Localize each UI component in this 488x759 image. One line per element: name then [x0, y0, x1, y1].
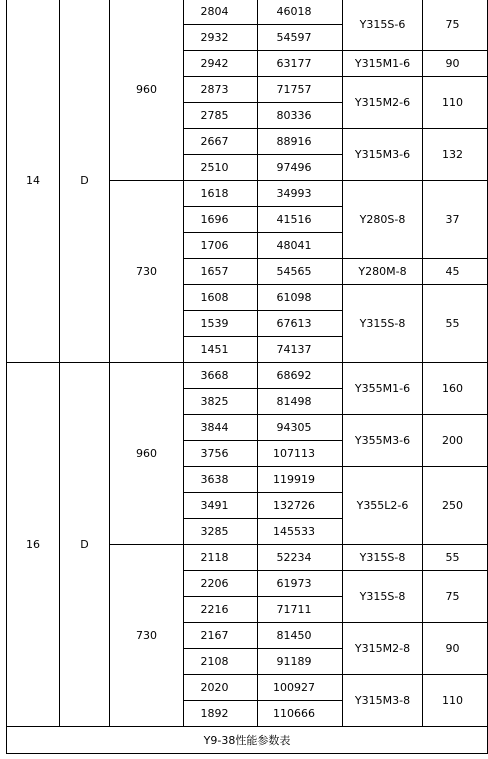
flow-cell: 100927: [258, 675, 343, 701]
flow-cell: 91189: [258, 649, 343, 675]
pressure-cell: 2510: [184, 155, 258, 181]
motor-model-cell: Y315M2-6: [343, 77, 423, 129]
pressure-cell: 2873: [184, 77, 258, 103]
pressure-cell: 2804: [184, 0, 258, 25]
performance-table: [6, 0, 488, 754]
pressure-cell: 3756: [184, 441, 258, 467]
motor-model-cell: Y315M3-6: [343, 129, 423, 181]
pressure-cell: 2108: [184, 649, 258, 675]
motor-power-cell: 45: [423, 259, 488, 285]
motor-power-cell: 90: [423, 51, 488, 77]
machine-number-cell: 14: [7, 0, 60, 363]
flow-cell: 54565: [258, 259, 343, 285]
table-caption: Y9-38性能参数表: [7, 727, 488, 754]
pressure-cell: 2932: [184, 25, 258, 51]
pressure-cell: 1539: [184, 311, 258, 337]
pressure-cell: 2667: [184, 129, 258, 155]
motor-model-cell: Y315S-8: [343, 545, 423, 571]
speed-cell: 730: [110, 181, 184, 363]
pressure-cell: 3668: [184, 363, 258, 389]
pressure-cell: 2942: [184, 51, 258, 77]
pressure-cell: 3844: [184, 415, 258, 441]
motor-power-cell: 37: [423, 181, 488, 259]
flow-cell: 132726: [258, 493, 343, 519]
motor-model-cell: Y315S-8: [343, 571, 423, 623]
motor-power-cell: 110: [423, 77, 488, 129]
flow-cell: 61973: [258, 571, 343, 597]
pressure-cell: 2167: [184, 623, 258, 649]
flow-cell: 81498: [258, 389, 343, 415]
motor-power-cell: 55: [423, 285, 488, 363]
flow-cell: 46018: [258, 0, 343, 25]
flow-cell: 119919: [258, 467, 343, 493]
flow-cell: 54597: [258, 25, 343, 51]
pressure-cell: 2118: [184, 545, 258, 571]
pressure-cell: 3825: [184, 389, 258, 415]
speed-cell: 960: [110, 0, 184, 181]
table-body: [7, 0, 488, 754]
caption-row: [7, 727, 488, 754]
pressure-cell: 1892: [184, 701, 258, 727]
flow-cell: 71711: [258, 597, 343, 623]
pressure-cell: 1706: [184, 233, 258, 259]
motor-model-cell: Y315S-6: [343, 0, 423, 51]
pressure-cell: 1657: [184, 259, 258, 285]
motor-model-cell: Y315M1-6: [343, 51, 423, 77]
flow-cell: 145533: [258, 519, 343, 545]
motor-model-cell: Y355M1-6: [343, 363, 423, 415]
flow-cell: 107113: [258, 441, 343, 467]
drive-type-cell: D: [60, 0, 110, 363]
table-row: [7, 0, 488, 25]
motor-model-cell: Y280M-8: [343, 259, 423, 285]
flow-cell: 80336: [258, 103, 343, 129]
speed-cell: 960: [110, 363, 184, 545]
motor-model-cell: Y355M3-6: [343, 415, 423, 467]
flow-cell: 94305: [258, 415, 343, 441]
flow-cell: 41516: [258, 207, 343, 233]
flow-cell: 61098: [258, 285, 343, 311]
pressure-cell: 1451: [184, 337, 258, 363]
motor-model-cell: Y315S-8: [343, 285, 423, 363]
flow-cell: 88916: [258, 129, 343, 155]
flow-cell: 68692: [258, 363, 343, 389]
flow-cell: 67613: [258, 311, 343, 337]
motor-power-cell: 110: [423, 675, 488, 727]
pressure-cell: 3285: [184, 519, 258, 545]
flow-cell: 81450: [258, 623, 343, 649]
flow-cell: 71757: [258, 77, 343, 103]
drive-type-cell: D: [60, 363, 110, 727]
pressure-cell: 1696: [184, 207, 258, 233]
motor-model-cell: Y315M2-8: [343, 623, 423, 675]
pressure-cell: 3491: [184, 493, 258, 519]
pressure-cell: 2216: [184, 597, 258, 623]
pressure-cell: 3638: [184, 467, 258, 493]
flow-cell: 63177: [258, 51, 343, 77]
motor-power-cell: 250: [423, 467, 488, 545]
motor-model-cell: Y355L2-6: [343, 467, 423, 545]
motor-power-cell: 55: [423, 545, 488, 571]
flow-cell: 97496: [258, 155, 343, 181]
flow-cell: 52234: [258, 545, 343, 571]
flow-cell: 34993: [258, 181, 343, 207]
pressure-cell: 2785: [184, 103, 258, 129]
motor-power-cell: 90: [423, 623, 488, 675]
flow-cell: 110666: [258, 701, 343, 727]
speed-cell: 730: [110, 545, 184, 727]
motor-power-cell: 75: [423, 571, 488, 623]
motor-power-cell: 160: [423, 363, 488, 415]
motor-power-cell: 132: [423, 129, 488, 181]
motor-model-cell: Y280S-8: [343, 181, 423, 259]
pressure-cell: 1608: [184, 285, 258, 311]
machine-number-cell: 16: [7, 363, 60, 727]
motor-power-cell: 200: [423, 415, 488, 467]
motor-model-cell: Y315M3-8: [343, 675, 423, 727]
pressure-cell: 2020: [184, 675, 258, 701]
pressure-cell: 2206: [184, 571, 258, 597]
flow-cell: 48041: [258, 233, 343, 259]
table-row: [7, 363, 488, 389]
pressure-cell: 1618: [184, 181, 258, 207]
flow-cell: 74137: [258, 337, 343, 363]
motor-power-cell: 75: [423, 0, 488, 51]
